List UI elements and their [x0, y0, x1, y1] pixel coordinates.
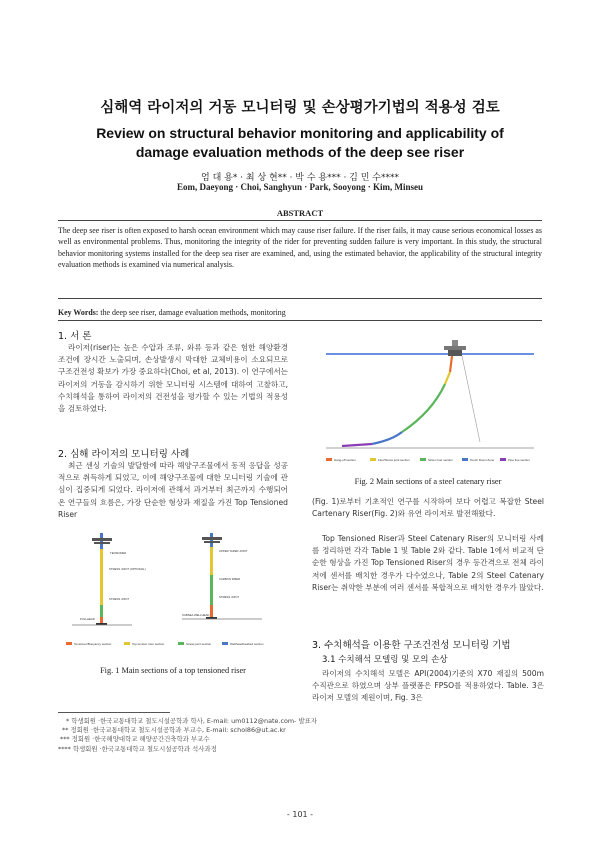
fig1-legend-2: Top tension riser section [132, 642, 165, 646]
fig1-label-upper-taper-joint: UPPER TAPER JOINT [219, 549, 248, 553]
right-column-paragraph-2: Top Tensioned Riser과 Steel Catenary Riser의 모니터링 사례를 정리하면 각각 Table 1 및 Table 2와 같다. Table 1에서 비교적 단순한 형상을 가진 Top Tensioned Riser의 경우 등간격으로 전체 라이저에 센서를 배치한 경우가 다수였으나, Table 2의 Steel Catenary Riser는 취약한 부분에 여러 센서를 복합적으로 배치한 경우가 많았다. [312, 534, 544, 592]
footnote-3: *** 정회원 ·한국해양대학교 해양공간건축학과 부교수 [60, 735, 210, 744]
paper-title-korean: 심해역 라이저의 거동 모니터링 및 손상평가기법의 적용성 검토 [100, 100, 500, 116]
section-3-heading: 3. 수치해석을 이용한 구조건전성 모니터링 기법 [312, 640, 511, 651]
fig2-legend-1: Hang-off section [334, 458, 356, 462]
authors-korean: 엄 대 용* · 최 상 현** · 박 수 용*** · 김 민 수**** [201, 173, 399, 183]
footnote-rule [58, 712, 170, 713]
section-2-body: 최근 센싱 기술의 발달함에 따라 해양구조물에서 동적 응답을 성공적으로 취득하게 되었고, 이에 해양구조물에 대한 모니터링 기술에 관심이 집중되게 되었다. 라이저에 관해서 과거부터 최근까지 수행되어온 연구들의 흐름은, 가장 단순한 형상과 재질을 가진 Top Tensioned Riser [58, 461, 288, 519]
abstract-heading: ABSTRACT [276, 208, 324, 218]
authors-english: Eom, Daeyong · Choi, Sanghyun · Park, Sooyong · Kim, Minseu [176, 182, 424, 192]
footnotes [58, 717, 542, 754]
fig1-label-stress-joint-2: STRESS JOINT [219, 595, 240, 599]
title-en-line-2: damage evaluation methods of the deep see riser [135, 144, 465, 160]
figure-2-caption: Fig. 2 Main sections of a steel catenary riser [354, 477, 502, 486]
section-1-heading: 1. 서 론 [58, 331, 92, 342]
fig1-legend-3: Stress joint section [186, 642, 212, 646]
section-3-1-body: 라이저의 수치해석 모델은 API(2004)기준의 X70 재질의 500m 수직관으로 하였으며 상부 플랫폼은 FPSO를 적용하였다. Table. 3은 라이저 모델의 제원이며, Fig. 3은 [312, 669, 544, 703]
fig1-legend-4: Wellhead/seabed section [230, 642, 264, 646]
fig2-legend-3: Sinter riser section [428, 458, 453, 462]
fig1-label-subsea-wellhead: SUBSEA WELLHEAD [182, 613, 210, 617]
section-1-body: 라이저(riser)는 높은 수압과 조류, 와류 등과 같은 험한 해양환경 조건에 장시간 노출되며, 손상발생시 막대한 교체비용이 소요되므로 구조건전성 확보가 가장 중요하다(Choi, et al, 2013). 이 연구에서는 라이저의 거동을 감시하기 위한 모니터링 시스템에 대하여 고찰하고, 수치해석을 통하여 라이저의 건전성을 평가할 수 있는 기법의 적용성을 검토하였다. [58, 343, 288, 414]
footnote-1: * 학생회원 ·한국교통대학교 철도시설공학과 학사, E-mail: um0112@nate.com- 발표자 [66, 717, 317, 725]
fig2-legend-2: Flex/Stress joint section [378, 458, 410, 462]
fig2-legend-5: Pipe line section [508, 458, 530, 462]
keywords [58, 308, 542, 317]
fig1-label-stress-joint-optional: STRESS JOINT (OPTIONAL) [109, 567, 146, 571]
abstract-text: The deep see riser is often exposed to harsh ocean environment which may cause riser failure. If the riser fails, it may cause serious economical losses as well as environmental problems. Thus, monitoring the integrity of the rider for preventing sudden failure is very important. In this study, the structural behavior monitoring systems installed for the deep sea riser are examined, and, using the estimated behavior, the applicability of the structural integrity evaluation methods is examined via numerical analysis. [58, 226, 542, 269]
keywords-rule [58, 320, 542, 321]
fig1-label-stress-joint: STRESS JOINT [109, 597, 130, 601]
abstract-bottom-rule [58, 298, 542, 299]
paper-title-english [60, 124, 540, 162]
section-2-heading: 2. 심해 라이저의 모니터링 사례 [58, 449, 190, 460]
fig1-label-pullhead: PULLHEAD [80, 617, 95, 621]
fig1-label-carbon-fiber: CARBON FIBER [219, 577, 240, 581]
title-en-line-1: Review on structural behavior monitoring and applicability of [96, 125, 504, 141]
figure-1-top-tensioned-riser [62, 530, 288, 658]
right-column-paragraph-1: (Fig. 1)로부터 기초적인 연구를 시작하여 보다 어렵고 복잡한 Steel Cartenary Riser(Fig. 2)와 유연 라이저로 발전해왔다. [312, 497, 544, 519]
figure-1-caption: Fig. 1 Main sections of a top tensioned riser [100, 666, 246, 675]
keywords-text: the deep see riser, damage evaluation methods, monitoring [100, 308, 286, 317]
fig1-legend-1: Tensioner/Buoyancy section [74, 642, 112, 646]
section-3-1-heading: 3.1 수치해석 모델링 및 모의 손상 [322, 655, 448, 665]
figure-2-steel-catenary-riser [312, 332, 544, 466]
fig2-legend-4: Touch Down Zone [470, 458, 495, 462]
keywords-label: Key Words: [58, 308, 99, 317]
footnote-2: ** 정회원 ·한국교통대학교 철도시설공학과 부교수, E-mail: schoi86@ut.ac.kr [62, 726, 286, 735]
abstract-top-rule [58, 220, 542, 221]
footnote-4: **** 학생회원 ·한국교통대학교 철도시설공학과 석사과정 [58, 744, 217, 753]
page-number: - 101 - [286, 810, 314, 819]
fig1-label-tensioner: TENSIONER [110, 551, 127, 555]
